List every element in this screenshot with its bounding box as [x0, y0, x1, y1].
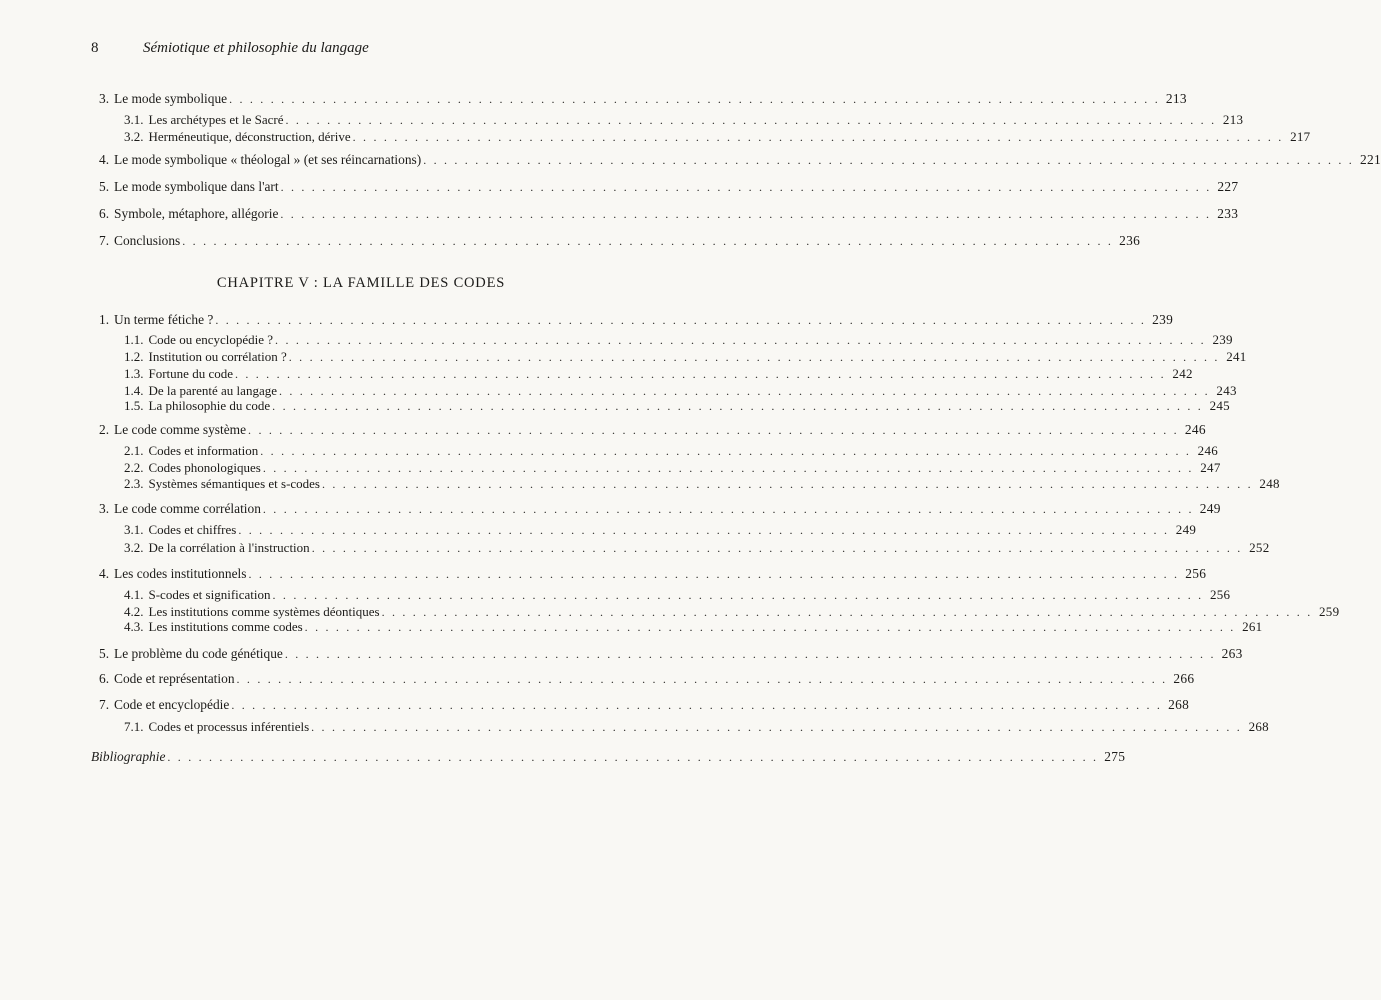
toc-entry-page: 221	[1360, 152, 1381, 167]
toc-entry-page: 239	[1212, 332, 1233, 347]
toc-entry-page: 236	[1119, 233, 1141, 248]
toc-leader-dots: . . . . . . . . . . . . . . . . . . . . . . . . . . . . . . . . . . . . . . . . . . . . . . . . . . . . . . . . . . . . . . . . . . . . . . . . . . . . . . . . . . . . . . . . . .	[231, 698, 1163, 712]
toc-entry-page: 248	[1259, 476, 1280, 491]
toc-entry	[99, 421, 1206, 439]
toc-entry	[124, 111, 1244, 129]
running-title: Sémiotique et philosophie du langage	[143, 40, 369, 56]
toc-entry-title: Les archétypes et le Sacré	[148, 112, 284, 127]
toc-entry-title: Un terme fétiche ?	[114, 312, 214, 327]
toc-entry-title: Herméneutique, déconstruction, dérive	[148, 129, 351, 144]
toc-entry-bibliography	[91, 748, 1126, 766]
toc-entry-title: Le code comme système	[114, 422, 247, 437]
toc-leader-dots: . . . . . . . . . . . . . . . . . . . . . . . . . . . . . . . . . . . . . . . . . . . . . . . . . . . . . . . . . . . . . . . . . . . . . . . . . . . . . . . . . . . . . . . . . .	[284, 647, 1216, 661]
toc-leader-dots: . . . . . . . . . . . . . . . . . . . . . . . . . . . . . . . . . . . . . . . . . . . . . . . . . . . . . . . . . . . . . . . . . . . . . . . . . . . . . . . . . . . . . . . . . .	[311, 541, 1243, 555]
toc-entry-number: 1.5.	[124, 398, 144, 413]
toc-entry-page: 252	[1249, 540, 1270, 555]
toc-entry	[99, 178, 1239, 196]
toc-entry-page: 213	[1165, 91, 1187, 106]
toc-entry-number: 3.	[99, 91, 110, 106]
toc-entry-number: 3.2.	[124, 129, 144, 144]
toc-entry-number: 7.	[99, 697, 110, 712]
toc-entry-page: 217	[1290, 129, 1311, 144]
toc-entry	[124, 618, 1263, 636]
toc-entry-number: 2.1.	[124, 443, 144, 458]
toc-leader-dots: . . . . . . . . . . . . . . . . . . . . . . . . . . . . . . . . . . . . . . . . . . . . . . . . . . . . . . . . . . . . . . . . . . . . . . . . . . . . . . . . . . . . . . . . . .	[423, 153, 1355, 167]
toc-leader-dots: . . . . . . . . . . . . . . . . . . . . . . . . . . . . . . . . . . . . . . . . . . . . . . . . . . . . . . . . . . . . . . . . . . . . . . . . . . . . . . . . . . . . . . . . . .	[322, 477, 1253, 491]
toc-entry-title: Symbole, métaphore, allégorie	[114, 206, 279, 221]
toc-entry-title: Les institutions comme systèmes déontiques	[148, 604, 380, 619]
toc-entry-title: Codes et processus inférentiels	[148, 719, 310, 734]
toc-entry-number: 2.3.	[124, 476, 144, 491]
toc-entry-number: 5.	[99, 646, 110, 661]
toc-leader-dots: . . . . . . . . . . . . . . . . . . . . . . . . . . . . . . . . . . . . . . . . . . . . . . . . . . . . . . . . . . . . . . . . . . . . . . . . . . . . . . . . . . . . . . . . . .	[285, 113, 1217, 127]
toc-entry-page: 245	[1209, 398, 1230, 413]
toc-entry-page: 246	[1184, 422, 1206, 437]
toc-leader-dots: . . . . . . . . . . . . . . . . . . . . . . . . . . . . . . . . . . . . . . . . . . . . . . . . . . . . . . . . . . . . . . . . . . . . . . . . . . . . . . . . . . . . . . . . . .	[236, 672, 1168, 686]
toc-entry-number: 3.1.	[124, 112, 144, 127]
toc-entry-page: 268	[1248, 719, 1269, 734]
toc-entry	[124, 365, 1193, 383]
toc-leader-dots: . . . . . . . . . . . . . . . . . . . . . . . . . . . . . . . . . . . . . . . . . . . . . . . . . . . . . . . . . . . . . . . . . . . . . . . . . . . . . . . . . . . . . . . . . .	[304, 620, 1236, 634]
toc-entry	[124, 348, 1247, 366]
toc-entry-page: 259	[1319, 604, 1340, 619]
toc-entry	[99, 565, 1207, 583]
page-number: 8	[91, 40, 99, 56]
toc-entry-page: 249	[1175, 522, 1197, 537]
chapter-heading: CHAPITRE V : LA FAMILLE DES CODES	[216, 275, 506, 291]
toc-entry-page: 227	[1217, 179, 1239, 194]
toc-entry-page: 249	[1199, 501, 1221, 516]
toc-entry-number: 1.	[99, 312, 110, 327]
toc-entry-page: 261	[1242, 619, 1263, 634]
toc-leader-dots: . . . . . . . . . . . . . . . . . . . . . . . . . . . . . . . . . . . . . . . . . . . . . . . . . . . . . . . . . . . . . . . . . . . . . . . . . . . . . . . . . . . . . . . . . .	[229, 92, 1160, 106]
toc-entry	[124, 718, 1269, 736]
toc-entry-title: Systèmes sémantiques et s-codes	[148, 476, 320, 491]
toc-entry-page: 242	[1172, 366, 1193, 381]
toc-entry-number: 4.	[99, 152, 110, 167]
toc-leader-dots: . . . . . . . . . . . . . . . . . . . . . . . . . . . . . . . . . . . . . . . . . . . . . . . . . . . . . . . . . . . . . . . . . . . . . . . . . . . . . . . . . . . . . . . . . .	[275, 333, 1206, 347]
toc-leader-dots: . . . . . . . . . . . . . . . . . . . . . . . . . . . . . . . . . . . . . . . . . . . . . . . . . . . . . . . . . . . . . . . . . . . . . . . . . . . . . . . . . . . . . . . . . .	[352, 130, 1284, 144]
toc-leader-dots: . . . . . . . . . . . . . . . . . . . . . . . . . . . . . . . . . . . . . . . . . . . . . . . . . . . . . . . . . . . . . . . . . . . . . . . . . . . . . . . . . . . . . . . . . .	[248, 567, 1180, 581]
toc-leader-dots: . . . . . . . . . . . . . . . . . . . . . . . . . . . . . . . . . . . . . . . . . . . . . . . . . . . . . . . . . . . . . . . . . . . . . . . . . . . . . . . . . . . . . . . . . .	[272, 399, 1203, 413]
toc-leader-dots: . . . . . . . . . . . . . . . . . . . . . . . . . . . . . . . . . . . . . . . . . . . . . . . . . . . . . . . . . . . . . . . . . . . . . . . . . . . . . . . . . . . . . . . . . .	[260, 444, 1192, 458]
toc-entry	[124, 586, 1231, 604]
toc-leader-dots: . . . . . . . . . . . . . . . . . . . . . . . . . . . . . . . . . . . . . . . . . . . . . . . . . . . . . . . . . . . . . . . . . . . . . . . . . . . . . . . . . . . . . . . . . .	[288, 350, 1220, 364]
toc-entry-page: 247	[1200, 460, 1221, 475]
toc-leader-dots: . . . . . . . . . . . . . . . . . . . . . . . . . . . . . . . . . . . . . . . . . . . . . . . . . . . . . . . . . . . . . . . . . . . . . . . . . . . . . . . . . . . . . . . . . .	[311, 720, 1242, 734]
toc-leader-dots: . . . . . . . . . . . . . . . . . . . . . . . . . . . . . . . . . . . . . . . . . . . . . . . . . . . . . . . . . . . . . . . . . . . . . . . . . . . . . . . . . . . . . . . . . .	[215, 313, 1147, 327]
toc-leader-dots: . . . . . . . . . . . . . . . . . . . . . . . . . . . . . . . . . . . . . . . . . . . . . . . . . . . . . . . . . . . . . . . . . . . . . . . . . . . . . . . . . . . . . . . . . .	[272, 588, 1204, 602]
toc-leader-dots: . . . . . . . . . . . . . . . . . . . . . . . . . . . . . . . . . . . . . . . . . . . . . . . . . . . . . . . . . . . . . . . . . . . . . . . . . . . . . . . . . . . . . . . . . .	[234, 367, 1166, 381]
toc-entry-page: 268	[1168, 697, 1190, 712]
toc-entry-number: 4.2.	[124, 604, 144, 619]
toc-leader-dots: . . . . . . . . . . . . . . . . . . . . . . . . . . . . . . . . . . . . . . . . . . . . . . . . . . . . . . . . . . . . . . . . . . . . . . . . . . . . . . . . . . . . . . . . . .	[167, 750, 1099, 764]
toc-leader-dots: . . . . . . . . . . . . . . . . . . . . . . . . . . . . . . . . . . . . . . . . . . . . . . . . . . . . . . . . . . . . . . . . . . . . . . . . . . . . . . . . . . . . . . . . . .	[238, 523, 1170, 537]
toc-entry-title: Le problème du code génétique	[114, 646, 283, 661]
toc-leader-dots: . . . . . . . . . . . . . . . . . . . . . . . . . . . . . . . . . . . . . . . . . . . . . . . . . . . . . . . . . . . . . . . . . . . . . . . . . . . . . . . . . . . . . . . . . .	[182, 234, 1114, 248]
toc-entry	[124, 475, 1280, 493]
toc-entry	[124, 442, 1219, 460]
toc-entry-page: 213	[1222, 112, 1244, 127]
toc-leader-dots: . . . . . . . . . . . . . . . . . . . . . . . . . . . . . . . . . . . . . . . . . . . . . . . . . . . . . . . . . . . . . . . . . . . . . . . . . . . . . . . . . . . . . . . . . .	[280, 207, 1212, 221]
toc-entry-number: 1.2.	[124, 349, 144, 364]
toc-entry-number: 1.3.	[124, 366, 144, 381]
toc-entry-page: 256	[1209, 587, 1231, 602]
toc-entry-number: 4.3.	[124, 619, 144, 634]
toc-entry-number: 7.	[99, 233, 110, 248]
toc-entry-title: Conclusions	[114, 233, 181, 248]
toc-entry	[99, 670, 1195, 688]
toc-entry-number: 6.	[99, 206, 110, 221]
toc-leader-dots: . . . . . . . . . . . . . . . . . . . . . . . . . . . . . . . . . . . . . . . . . . . . . . . . . . . . . . . . . . . . . . . . . . . . . . . . . . . . . . . . . . . . . . . . . .	[278, 384, 1210, 398]
toc-entry-title: S-codes et signification	[148, 587, 271, 602]
toc-entry-title: Bibliographie	[91, 749, 166, 764]
toc-entry-number: 6.	[99, 671, 110, 686]
toc-entry-number: 2.	[99, 422, 110, 437]
toc-leader-dots: . . . . . . . . . . . . . . . . . . . . . . . . . . . . . . . . . . . . . . . . . . . . . . . . . . . . . . . . . . . . . . . . . . . . . . . . . . . . . . . . . . . . . . . . . .	[381, 605, 1313, 619]
toc-entry-number: 3.2.	[124, 540, 144, 555]
toc-entry	[99, 645, 1243, 663]
toc-entry-title: Fortune du code	[148, 366, 233, 381]
toc-entry-page: 241	[1226, 349, 1247, 364]
toc-entry-page: 266	[1173, 671, 1195, 686]
toc-leader-dots: . . . . . . . . . . . . . . . . . . . . . . . . . . . . . . . . . . . . . . . . . . . . . . . . . . . . . . . . . . . . . . . . . . . . . . . . . . . . . . . . . . . . . . . . . .	[262, 461, 1194, 475]
toc-entry-number: 5.	[99, 179, 110, 194]
toc-entry-page: 233	[1217, 206, 1239, 221]
toc-entry	[124, 331, 1233, 349]
toc-leader-dots: . . . . . . . . . . . . . . . . . . . . . . . . . . . . . . . . . . . . . . . . . . . . . . . . . . . . . . . . . . . . . . . . . . . . . . . . . . . . . . . . . . . . . . . . . .	[262, 502, 1194, 516]
toc-entry-title: Le code comme corrélation	[114, 501, 261, 516]
toc-entry	[99, 500, 1221, 518]
toc-entry-title: De la corrélation à l'instruction	[148, 540, 310, 555]
toc-entry-title: Code et représentation	[114, 671, 235, 686]
toc-entry-title: Codes et information	[148, 443, 259, 458]
toc-entry-title: Code et encyclopédie	[114, 697, 230, 712]
toc-entry-title: Les codes institutionnels	[114, 566, 247, 581]
toc-entry	[124, 397, 1230, 415]
toc-entry	[99, 151, 1381, 169]
toc-leader-dots: . . . . . . . . . . . . . . . . . . . . . . . . . . . . . . . . . . . . . . . . . . . . . . . . . . . . . . . . . . . . . . . . . . . . . . . . . . . . . . . . . . . . . . . . . .	[248, 423, 1179, 437]
toc-entry-title: Institution ou corrélation ?	[148, 349, 287, 364]
toc-leader-dots: . . . . . . . . . . . . . . . . . . . . . . . . . . . . . . . . . . . . . . . . . . . . . . . . . . . . . . . . . . . . . . . . . . . . . . . . . . . . . . . . . . . . . . . . . .	[280, 180, 1212, 194]
toc-entry-number: 1.1.	[124, 332, 144, 347]
toc-entry-title: La philosophie du code	[148, 398, 271, 413]
toc-entry-title: Code ou encyclopédie ?	[148, 332, 274, 347]
toc-entry-page: 275	[1104, 749, 1126, 764]
toc-entry-title: Le mode symbolique dans l'art	[114, 179, 279, 194]
toc-entry-title: Les institutions comme codes	[148, 619, 303, 634]
toc-entry-number: 7.1.	[124, 719, 144, 734]
toc-entry-page: 246	[1197, 443, 1219, 458]
toc-entry-number: 3.	[99, 501, 110, 516]
toc-entry-title: Codes et chiffres	[148, 522, 237, 537]
toc-entry	[124, 521, 1197, 539]
toc-entry-number: 1.4.	[124, 383, 144, 398]
toc-entry	[99, 311, 1174, 329]
toc-entry-title: Codes phonologiques	[148, 460, 261, 475]
running-header	[91, 40, 631, 64]
toc-entry	[124, 539, 1270, 557]
toc-entry-page: 256	[1185, 566, 1207, 581]
toc-entry	[99, 232, 1141, 250]
toc-entry-page: 243	[1216, 383, 1237, 398]
toc-entry-number: 2.2.	[124, 460, 144, 475]
toc-entry-title: De la parenté au langage	[148, 383, 277, 398]
toc-entry-title: Le mode symbolique « théologal » (et ses réincarnations)	[114, 152, 422, 167]
toc-entry-number: 4.	[99, 566, 110, 581]
toc-entry	[124, 128, 1311, 146]
toc-entry-number: 4.1.	[124, 587, 144, 602]
toc-entry-page: 239	[1152, 312, 1174, 327]
toc-entry-title: Le mode symbolique	[114, 91, 228, 106]
toc-entry	[99, 205, 1239, 223]
toc-entry-number: 3.1.	[124, 522, 144, 537]
toc-entry	[99, 696, 1190, 714]
toc-entry-page: 263	[1221, 646, 1243, 661]
toc-entry	[99, 90, 1187, 108]
